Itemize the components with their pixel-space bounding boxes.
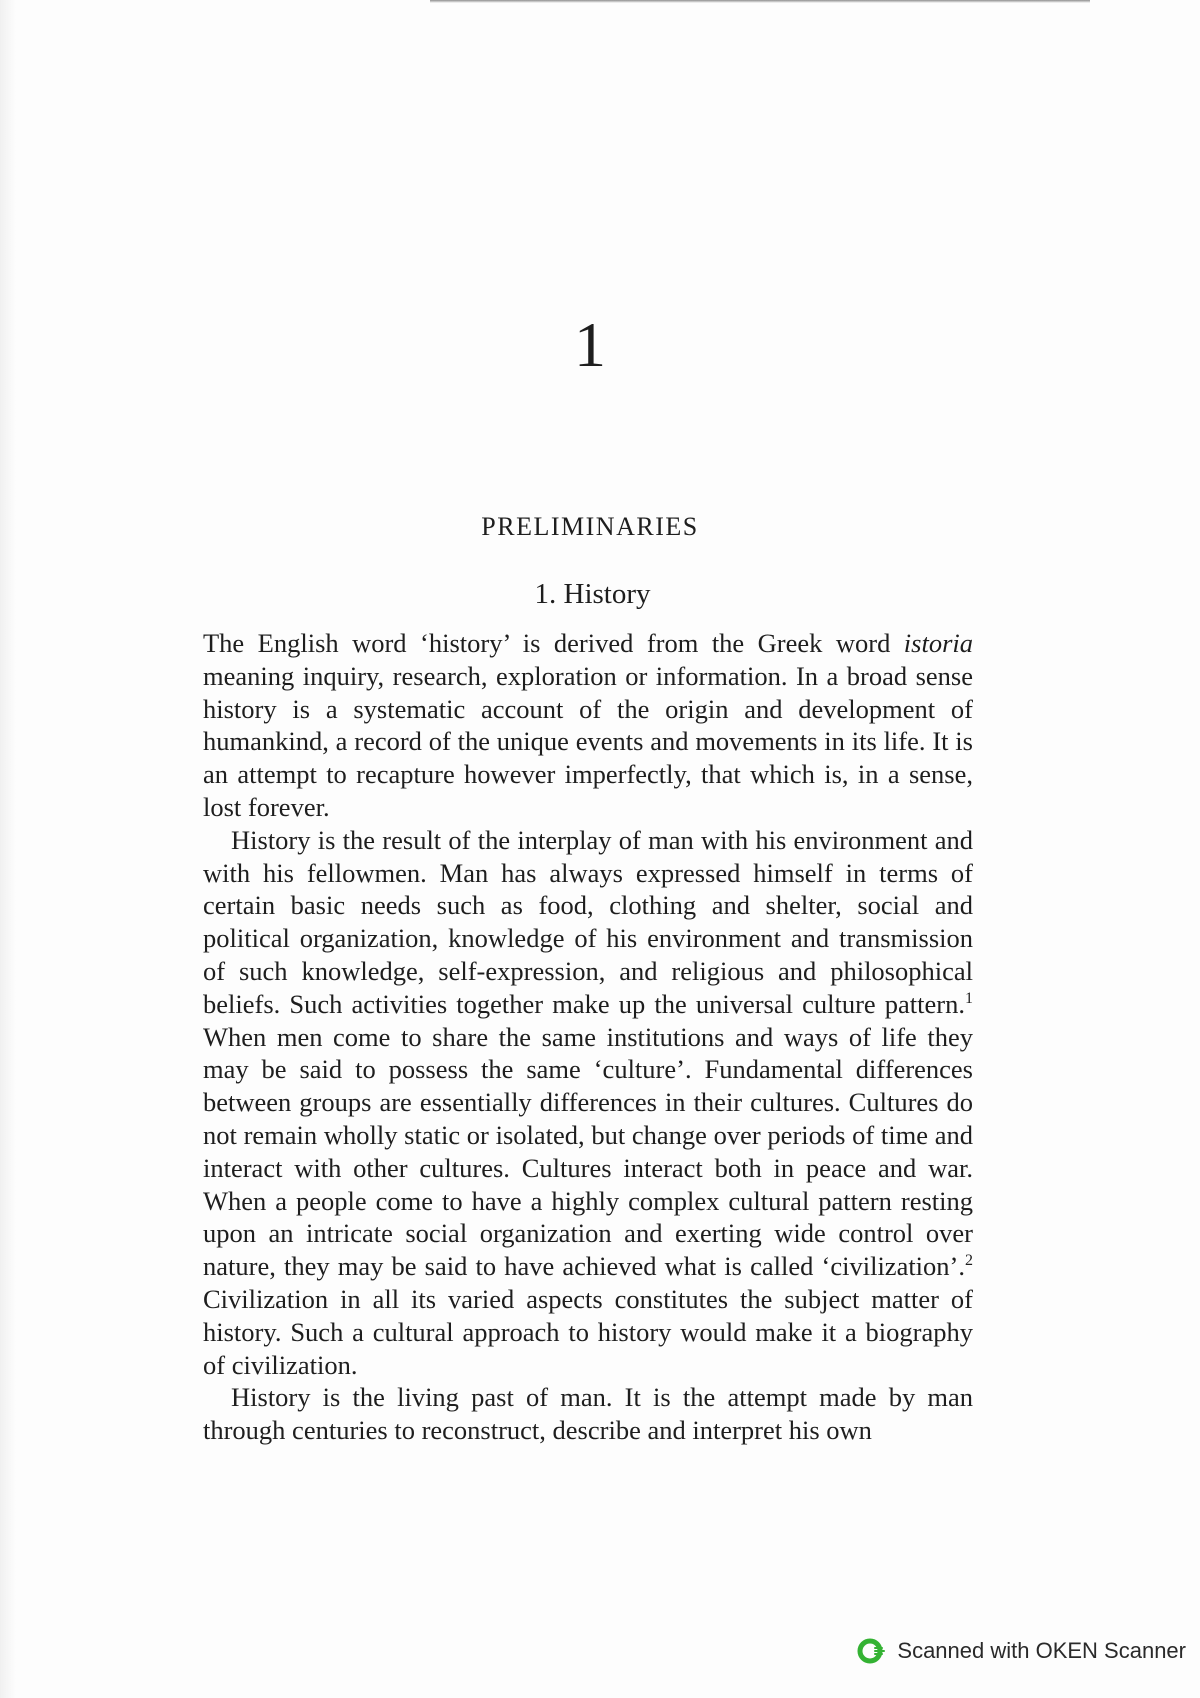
paragraph-1 — [203, 627, 973, 824]
page-gutter-shadow — [0, 0, 16, 1698]
oken-scanner-logo-icon — [857, 1636, 887, 1666]
body-text — [203, 627, 973, 1447]
text-run: Civilization in all its varied aspects constitutes the subject matter of history. Such a cultural approach to history would make it a biography of civilization. — [203, 1283, 973, 1380]
text-run: History is the result of the interplay of man with his environment and with his fellowmen. Man has always expressed himself in terms of certain basic needs such as food, clothing and shelter, social and political organization, knowledge of his environment and transmission of such knowledge, self-expression, and religious and philosophical beliefs. Such activities together make up the universal culture pattern. — [203, 824, 973, 1019]
paragraph-2 — [203, 824, 973, 1382]
text-run: When men come to share the same institutions and ways of life they may be said to possess the same ‘culture’. Fundamental differences between groups are essentially differences in their cultures. Cultures do not remain wholly static or isolated, but change over periods of time and interact with other cultures. Cultures interact both in peace and war. When a people come to have a highly complex cultural pattern resting upon an intricate social organization and exerting wide control over nature, they may be said to have achieved what is called ‘civilization’. — [203, 1021, 973, 1282]
oken-scanner-logo-svg — [857, 1636, 887, 1666]
footnote-ref: 2 — [965, 1252, 973, 1270]
chapter-title: PRELIMINARIES — [481, 512, 699, 541]
page-top-edge — [430, 0, 1090, 3]
text-run: The English word ‘history’ is derived from the Greek word — [203, 628, 904, 658]
paragraph-3 — [203, 1381, 973, 1447]
scanner-watermark-text: Scanned with OKEN Scanner — [897, 1638, 1186, 1663]
text-run: History is the living past of man. It is the attempt made by man through centuries to reconstruct, describe and interpret his own — [203, 1382, 973, 1446]
footnote-ref: 1 — [965, 989, 973, 1007]
scanner-watermark — [857, 1636, 1186, 1666]
section-heading: 1. History — [534, 578, 651, 610]
italic-term: istoria — [903, 628, 973, 658]
chapter-number: 1 — [574, 309, 606, 380]
text-run: meaning inquiry, research, exploration or information. In a broad sense history is a systematic account of the origin and development of humankind, a record of the unique events and movements in its life. It is an attempt to recapture however imperfectly, that which is, in a sense, lost forever. — [203, 660, 973, 822]
